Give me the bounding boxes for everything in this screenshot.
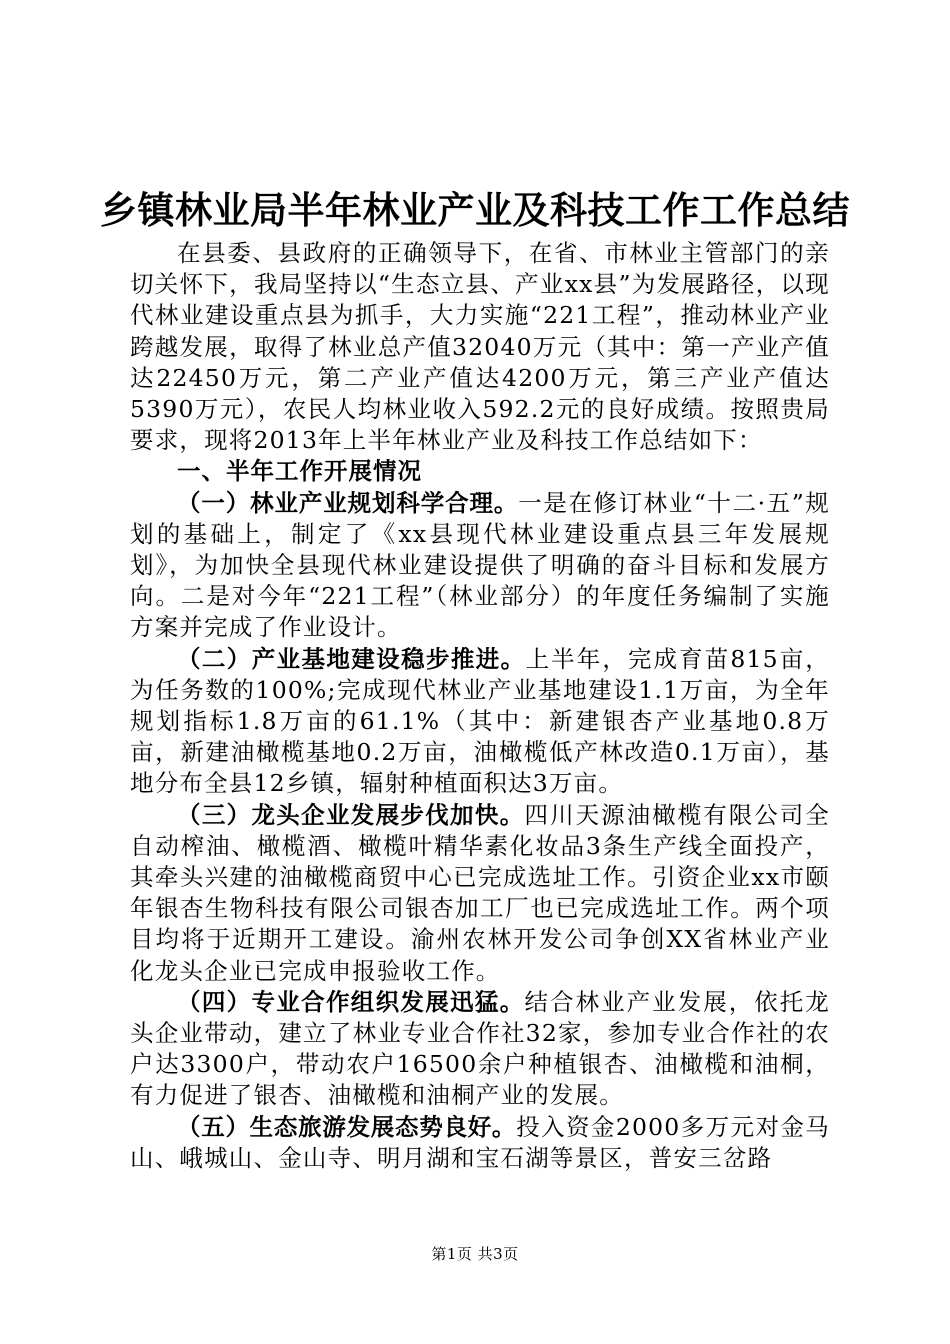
item-paragraph xyxy=(130,488,830,644)
item-paragraph xyxy=(130,1112,830,1174)
item-lead: （四）专业合作组织发展迅猛。 xyxy=(177,987,525,1016)
item-lead: （三）龙头企业发展步伐加快。 xyxy=(177,800,525,829)
item-text: 上半年，完成育苗815亩，为任务数的100%;完成现代林业产业基地建设1.1万亩，为全年规划指标1.8万亩的61.1%（其中：新建银杏产业基地0.8万亩，新建油橄榄基地0.2万亩，油橄榄低产林改造0.1万亩），基地分布全县12乡镇，辐射种植面积达3万亩。 xyxy=(130,644,830,798)
item-paragraph xyxy=(130,644,830,800)
item-lead: （一）林业产业规划科学合理。 xyxy=(177,488,519,517)
item-text: 结合林业产业发展，依托龙头企业带动，建立了林业专业合作社32家，参加专业合作社的农户达3300户，带动农户16500余户种植银杏、油橄榄和油桐，有力促进了银杏、油橄榄和油桐产业的发展。 xyxy=(130,987,831,1110)
intro-paragraph: 在县委、县政府的正确领导下，在省、市林业主管部门的亲切关怀下，我局坚持以“生态立县、产业xx县”为发展路径，以现代林业建设重点县为抓手，大力实施“221工程”，推动林业产业跨越发展，取得了林业总产值32040万元（其中：第一产业产值达22450万元，第二产业产值达4200万元，第三产业产值达5390万元），农民人均林业收入592.2元的良好成绩。按照贵局要求，现将2013年上半年林业产业及科技工作总结如下： xyxy=(130,239,830,455)
document-body xyxy=(130,238,830,1174)
section-heading: 一、半年工作开展情况 xyxy=(177,457,422,486)
item-lead: （五）生态旅游发展态势良好。 xyxy=(177,1112,517,1141)
document-title: 乡镇林业局半年林业产业及科技工作工作总结 xyxy=(100,189,850,232)
item-paragraph xyxy=(130,987,830,1112)
item-text: 投入资金2000多万元对金马山、峨城山、金山寺、明月湖和宝石湖等景区，普安三岔路 xyxy=(130,1112,831,1172)
item-text: 四川天源油橄榄有限公司全自动榨油、橄榄酒、橄榄叶精华素化妆品3条生产线全面投产，其牵头兴建的油橄榄商贸中心已完成选址工作。引资企业xx市颐年银杏生物科技有限公司银杏加工厂也已完成选址工作。两个项目均将于近期开工建设。渝州农林开发公司争创XX省林业产业化龙头企业已完成申报验收工作。 xyxy=(130,800,831,985)
item-text: 一是在修订林业“十二·五”规划的基础上，制定了《xx县现代林业建设重点县三年发展规划》，为加快全县现代林业建设提供了明确的奋斗目标和发展方向。二是对今年“221工程”（林业部分）的年度任务编制了实施方案并完成了作业设计。 xyxy=(130,488,830,642)
item-lead: （二）产业基地建设稳步推进。 xyxy=(177,644,526,673)
item-paragraph xyxy=(130,800,830,987)
page-footer: 第1页 共3页 xyxy=(431,1245,519,1263)
